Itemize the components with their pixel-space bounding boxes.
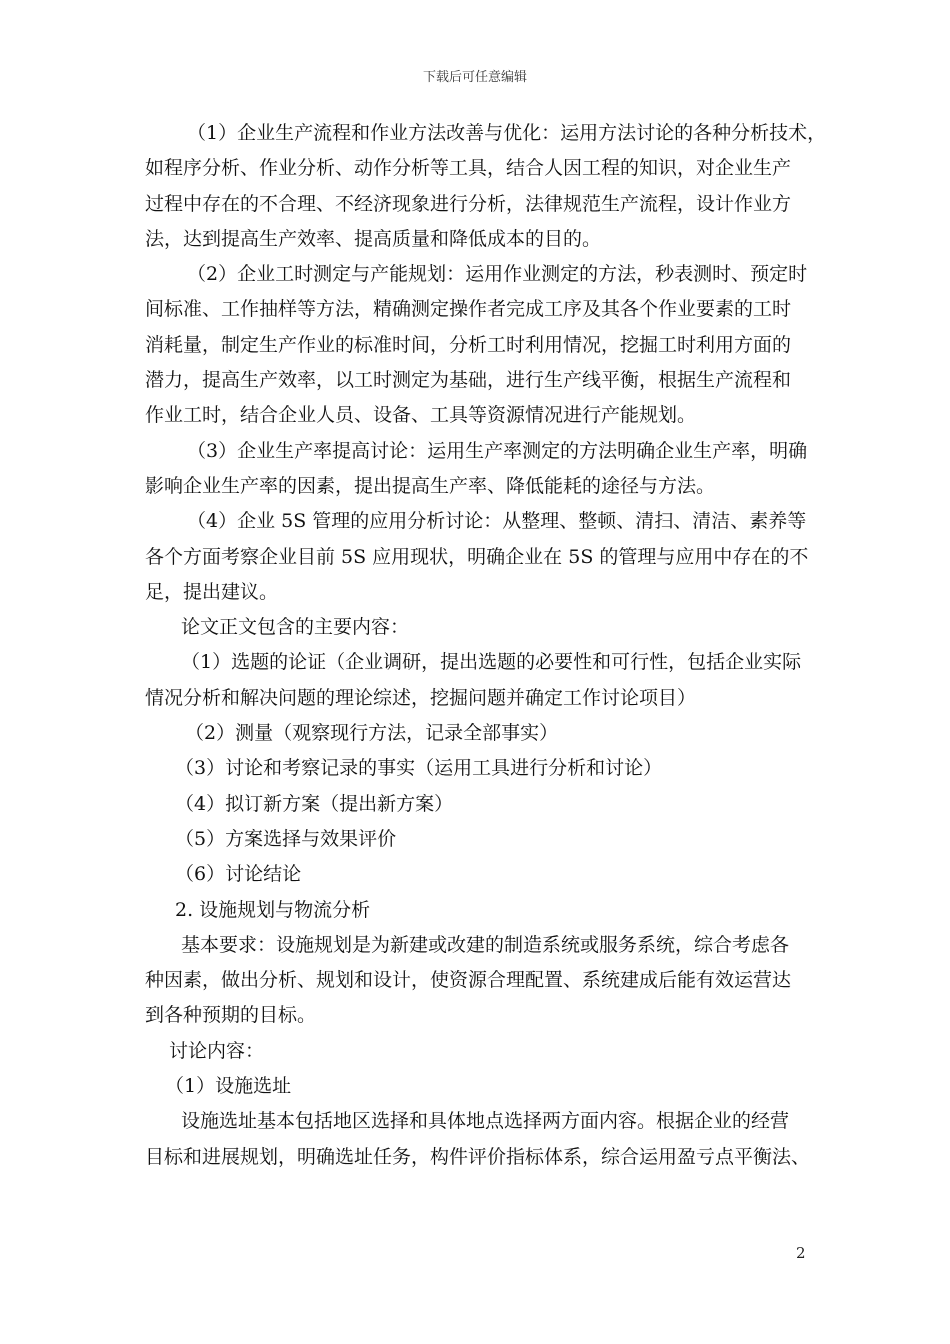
text-line: （4）企业 5S 管理的应用分析讨论：从整理、整顿、清扫、清洁、素养等 bbox=[187, 510, 807, 533]
text-line: 如程序分析、作业分析、动作分析等工具，结合人因工程的知识，对企业生产 bbox=[145, 157, 792, 180]
text-line: 作业工时，结合企业人员、设备、工具等资源情况进行产能规划。 bbox=[145, 404, 697, 427]
text-line: （1）选题的论证（企业调研，提出选题的必要性和可行性，包括企业实际 bbox=[181, 651, 802, 674]
text-line: （5）方案选择与效果评价 bbox=[175, 827, 397, 850]
text-line: 足，提出建议。 bbox=[145, 580, 279, 603]
text-line: 消耗量，制定生产作业的标准时间，分析工时利用情况，挖掘工时利用方面的 bbox=[145, 333, 792, 356]
text-line: （3）讨论和考察记录的事实（运用工具进行分析和讨论） bbox=[175, 757, 663, 780]
text-line: 情况分析和解决问题的理论综述，挖掘问题并确定工作讨论项目） bbox=[145, 686, 697, 709]
section-heading: 2. 设施规划与物流分析 bbox=[175, 898, 371, 921]
text-line: （4）拟订新方案（提出新方案） bbox=[175, 792, 454, 815]
text-line: （1）设施选址 bbox=[165, 1075, 292, 1098]
text-line: 讨论内容： bbox=[169, 1039, 265, 1062]
text-line: 种因素，做出分析、规划和设计，使资源合理配置、系统建成后能有效运营达 bbox=[145, 969, 792, 992]
text-line: 各个方面考察企业目前 5S 应用现状，明确企业在 5S 的管理与应用中存在的不 bbox=[145, 545, 809, 568]
text-line: （2）测量（观察现行方法，记录全部事实） bbox=[185, 722, 559, 745]
text-line: （2）企业工时测定与产能规划：运用作业测定的方法，秒表测时、预定时 bbox=[187, 263, 808, 286]
text-line: （6）讨论结论 bbox=[175, 863, 302, 886]
page-number: 2 bbox=[796, 1244, 806, 1262]
text-line: （1）企业生产流程和作业方法改善与优化：运用方法讨论的各种分析技术， bbox=[187, 122, 827, 144]
text-line: 设施选址基本包括地区选择和具体地点选择两方面内容。根据企业的经营 bbox=[181, 1110, 790, 1133]
text-line: 间标准、工作抽样等方法，精确测定操作者完成工序及其各个作业要素的工时 bbox=[145, 298, 792, 321]
text-line: 论文正文包含的主要内容： bbox=[181, 616, 410, 639]
text-line: 法，达到提高生产效率、提高质量和降低成本的目的。 bbox=[145, 227, 602, 250]
text-line: 潜力，提高生产效率，以工时测定为基础，进行生产线平衡，根据生产流程和 bbox=[145, 369, 792, 392]
page-header: 下载后可任意编辑 bbox=[422, 70, 527, 85]
text-line: 到各种预期的目标。 bbox=[145, 1004, 317, 1027]
text-line: 影响企业生产率的因素，提出提高生产率、降低能耗的途径与方法。 bbox=[145, 474, 716, 497]
text-line: 过程中存在的不合理、不经济现象进行分析，法律规范生产流程，设计作业方 bbox=[145, 192, 792, 215]
text-line: 目标和进展规划，明确选址任务，构件评价指标体系，综合运用盈亏点平衡法、 bbox=[145, 1145, 811, 1168]
document-body bbox=[145, 116, 827, 1175]
text-line: 基本要求：设施规划是为新建或改建的制造系统或服务系统，综合考虑各 bbox=[181, 933, 790, 956]
text-line: （3）企业生产率提高讨论：运用生产率测定的方法明确企业生产率，明确 bbox=[187, 439, 808, 462]
